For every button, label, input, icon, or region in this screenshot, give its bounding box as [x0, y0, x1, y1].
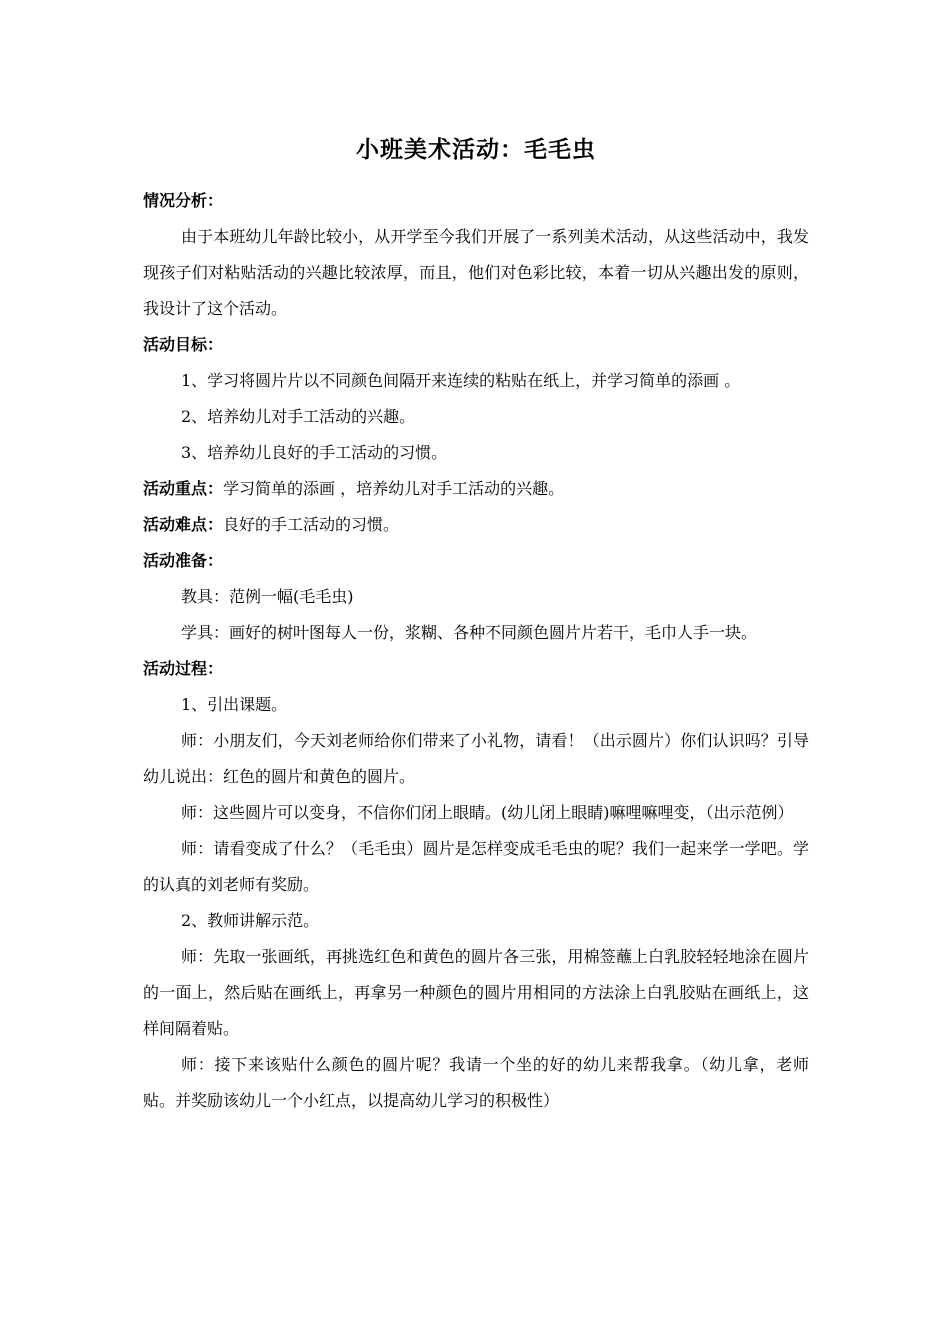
key-point-text: 学习简单的添画 ，培养幼儿对手工活动的兴趣。 [223, 479, 565, 498]
goals-heading: 活动目标： [143, 335, 224, 354]
process-paragraph: 2、教师讲解示范。 [181, 911, 320, 930]
process-paragraph: 师：先取一张画纸，再挑选红色和黄色的圆片各三张，用棉签蘸上白乳胶轻轻地涂在圆片的一面上，然后贴在画纸上，再拿另一种颜色的圆片用相同的方法涂上白乳胶贴在画纸上，这样间隔着贴。 [143, 947, 809, 1038]
goal-item: 1、学习将圆片片以不同颜色间隔开来连续的粘贴在纸上，并学习简单的添画 。 [181, 371, 741, 390]
process-paragraph: 师：小朋友们，今天刘老师给你们带来了小礼物，请看！（出示圆片）你们认识吗？引导幼儿说出：红色的圆片和黄色的圆片。 [143, 731, 809, 786]
difficulty-label: 活动难点： [143, 515, 224, 534]
goal-item: 3、培养幼儿良好的手工活动的习惯。 [181, 443, 448, 462]
preparation-item: 学具：画好的树叶图每人一份，浆糊、各种不同颜色圆片片若干，毛巾人手一块。 [181, 623, 758, 642]
situation-heading: 情况分析： [143, 191, 224, 210]
preparation-item: 教具：范例一幅(毛毛虫) [181, 587, 354, 606]
process-paragraph: 师：这些圆片可以变身，不信你们闭上眼睛。(幼儿闭上眼睛)嘛哩嘛哩变，（出示范例） [181, 803, 794, 822]
key-point-line [143, 471, 809, 507]
process-paragraph: 1、引出课题。 [181, 695, 288, 714]
document-body [143, 183, 809, 1119]
process-paragraph: 师：接下来该贴什么颜色的圆片呢？我请一个坐的好的幼儿来帮我拿。（幼儿拿，老师贴。并奖励该幼儿一个小红点，以提高幼儿学习的积极性） [143, 1055, 809, 1110]
difficulty-text: 良好的手工活动的习惯。 [223, 515, 400, 534]
key-point-label: 活动重点： [143, 479, 224, 498]
situation-text: 由于本班幼儿年龄比较小，从开学至今我们开展了一系列美术活动，从这些活动中，我发现孩子们对粘贴活动的兴趣比较浓厚，而且，他们对色彩比较，本着一切从兴趣出发的原则，我设计了这个活动。 [143, 227, 809, 318]
preparation-heading: 活动准备： [143, 551, 224, 570]
difficulty-line [143, 507, 809, 543]
process-heading: 活动过程： [143, 659, 224, 678]
goal-item: 2、培养幼儿对手工活动的兴趣。 [181, 407, 416, 426]
process-paragraph: 师：请看变成了什么？（毛毛虫）圆片是怎样变成毛毛虫的呢？我们一起来学一学吧。学的认真的刘老师有奖励。 [143, 839, 809, 894]
document-title: 小班美术活动：毛毛虫 [356, 136, 596, 163]
